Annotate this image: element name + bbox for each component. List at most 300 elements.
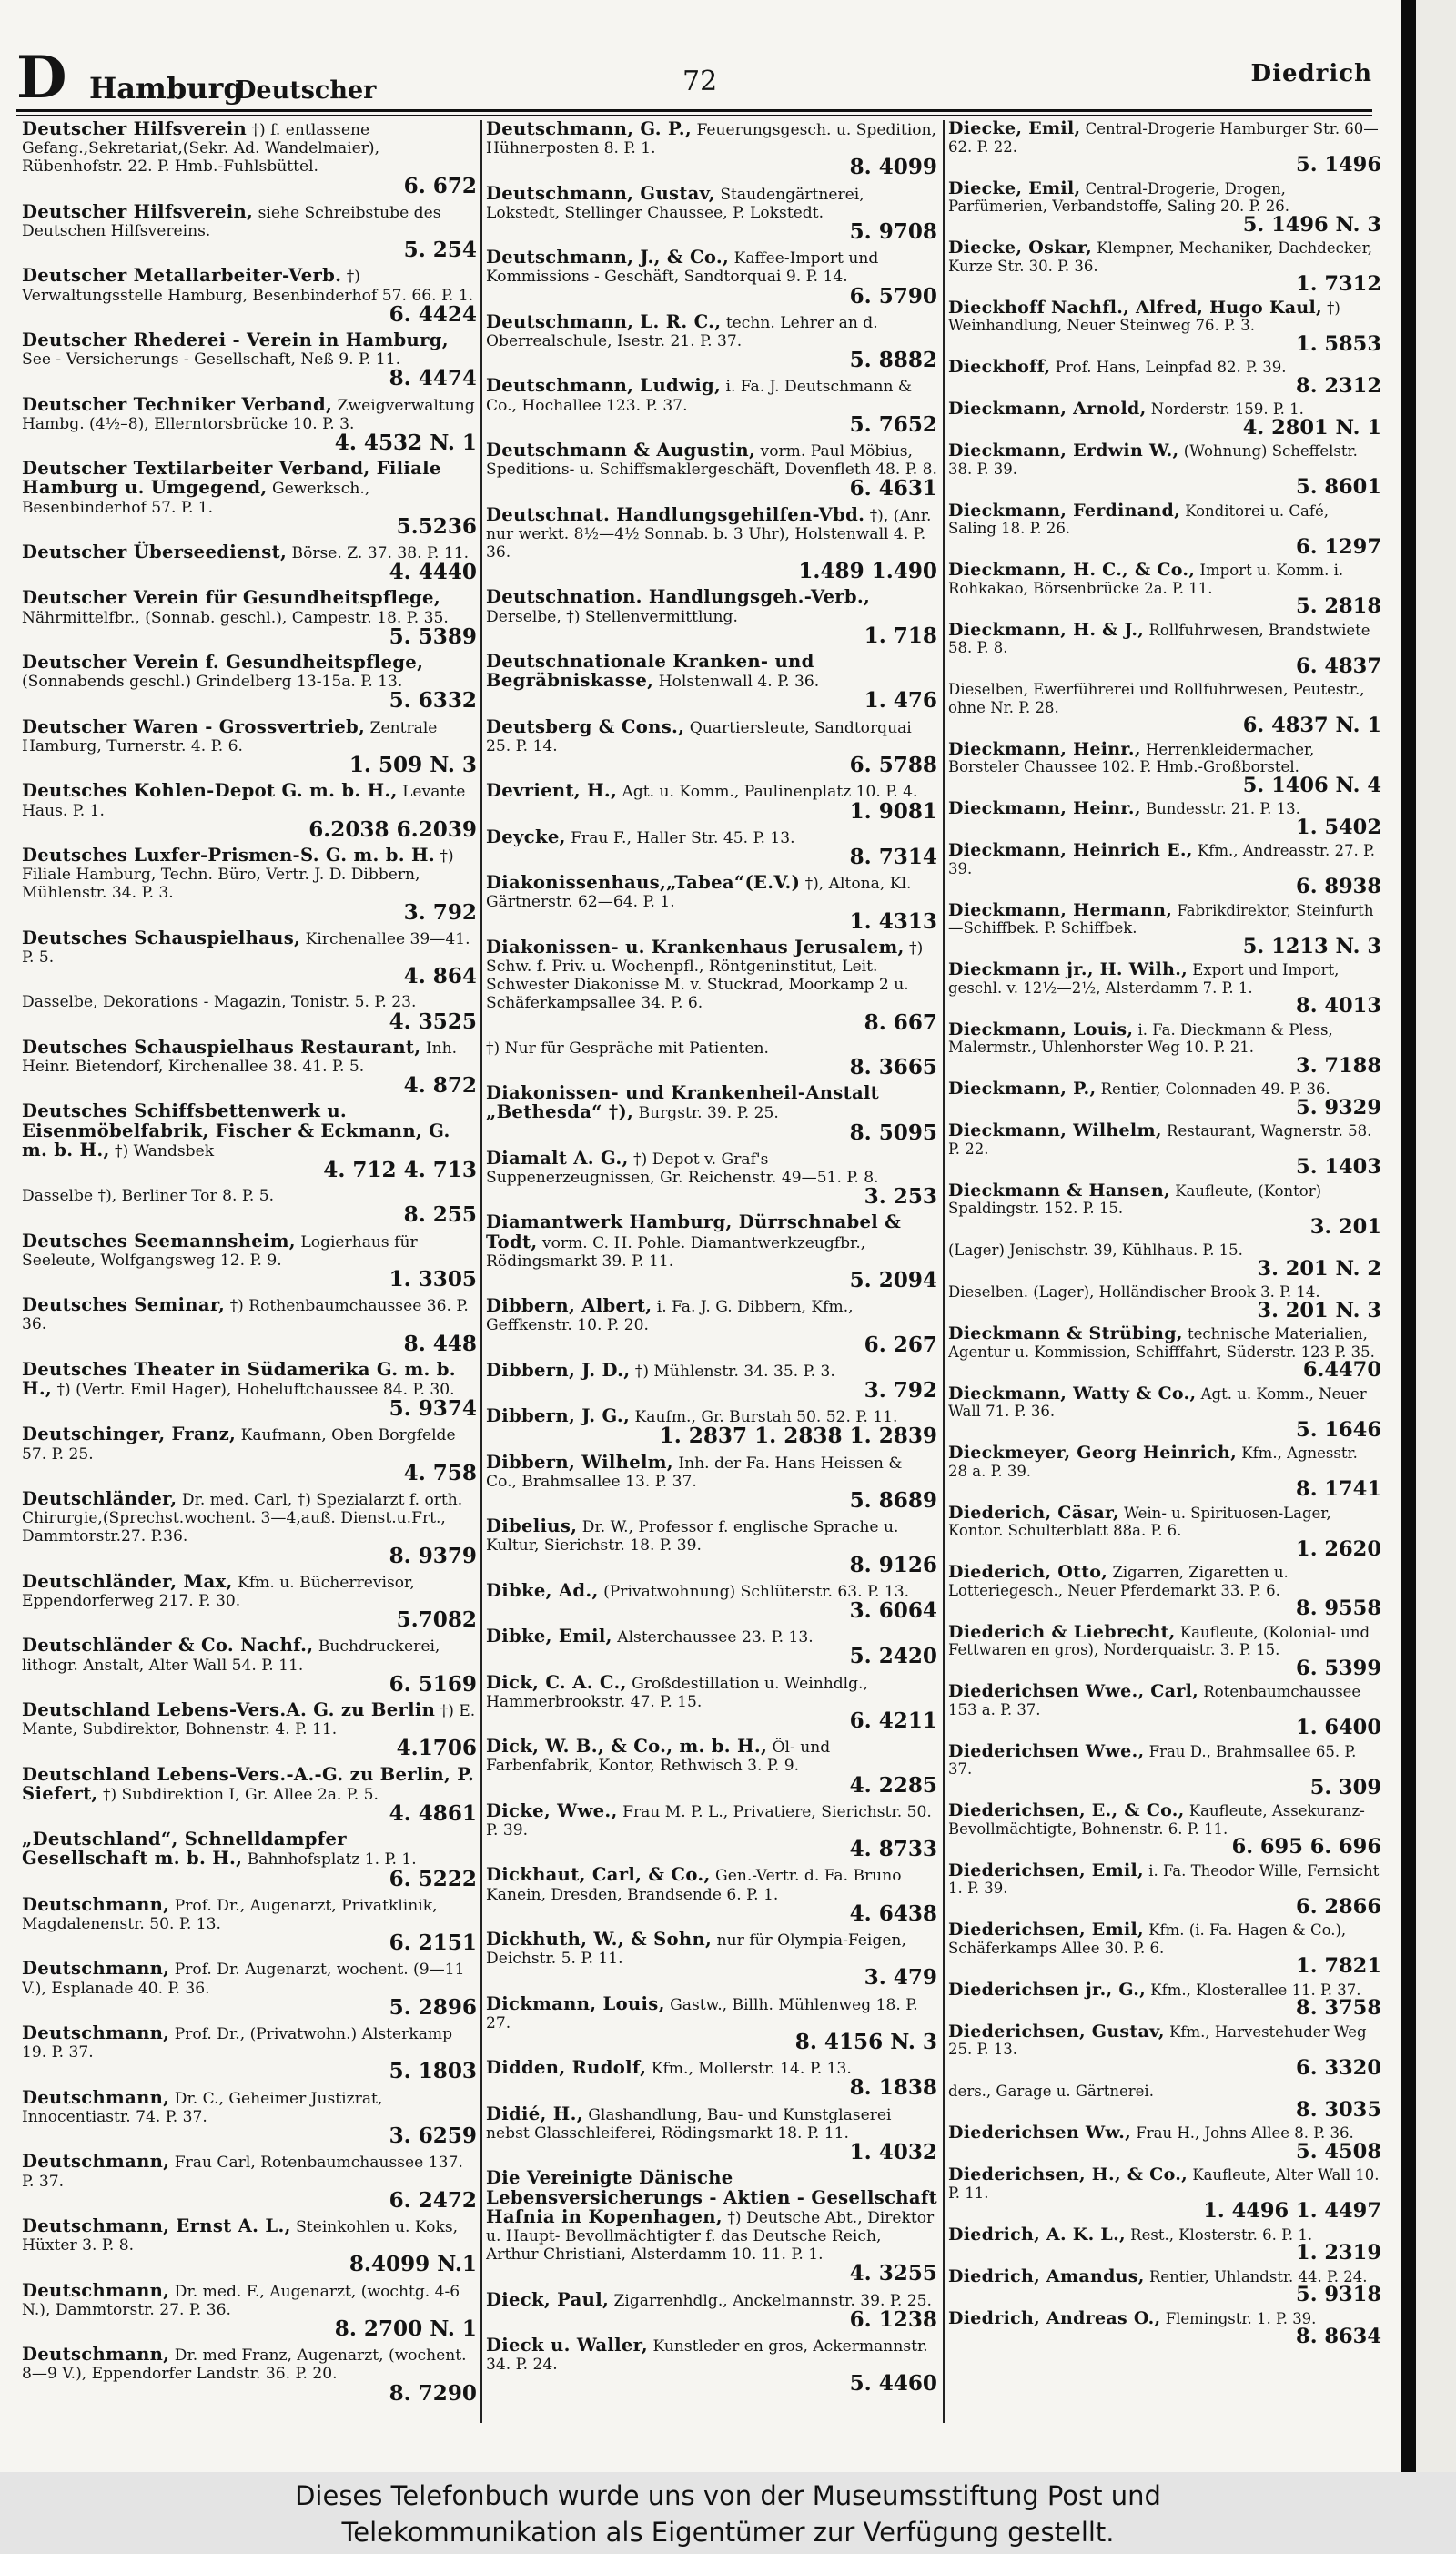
entry-name: Dibke, Emil, bbox=[486, 1626, 612, 1647]
entry-details: Frau M. P. L., Privatiere, Sierichstr. 50. P. 39. bbox=[486, 1802, 932, 1840]
directory-entry bbox=[948, 1182, 1381, 1238]
entry-details: Kfm., Klosterallee 11. P. 37. bbox=[1150, 1981, 1361, 1999]
entry-phone-number: 6. 4631 bbox=[849, 476, 937, 502]
entry-phone-number: 1. 7821 bbox=[1296, 1954, 1381, 1978]
entry-details: Großdestillation u. Weinhdlg., Hammerbrookstr. 47. P. 15. bbox=[486, 1674, 868, 1711]
directory-entry bbox=[486, 1671, 937, 1734]
entry-name: Deutscher Verein für Gesundheitspflege, bbox=[22, 587, 440, 609]
directory-entry bbox=[486, 938, 937, 1034]
directory-entry bbox=[948, 800, 1381, 837]
entry-name: Deutschmann, bbox=[22, 1893, 170, 1915]
directory-entry bbox=[486, 2059, 937, 2099]
entry-phone-number: 4. 3525 bbox=[389, 1008, 477, 1034]
entry-details: †), Altona, Kl. Gärtnerstr. 62—64. P. 1. bbox=[486, 875, 912, 912]
directory-entry bbox=[948, 2307, 1381, 2348]
entry-name: Deutscher Textilarbeiter Verband, Filiale Hamburg u. Umgegend, bbox=[22, 458, 441, 499]
entry-name: Deutschmann & Augustin, bbox=[486, 440, 756, 461]
entry-details: Rotenbaumchaussee 153 a. P. 37. bbox=[948, 1683, 1361, 1718]
directory-entry bbox=[22, 1296, 477, 1355]
entry-details: Levante Haus. P. 1. bbox=[22, 783, 466, 820]
directory-entry bbox=[22, 1187, 477, 1226]
entry-phone-number: 8. 4156 N. 3 bbox=[794, 2030, 937, 2055]
entry-phone-number: 5. 5389 bbox=[389, 623, 477, 649]
entry-details: Bahnhofsplatz 1. P. 1. bbox=[247, 1850, 417, 1870]
entry-phone-number: 6. 1238 bbox=[849, 2306, 937, 2332]
entry-phone-number: 3. 201 N. 3 bbox=[1257, 1298, 1381, 1323]
entry-details: Central-Drogerie Hamburger Str. 60—62. P. 22. bbox=[948, 120, 1379, 156]
entry-details: Frau D., Brahmsallee 65. P. 37. bbox=[948, 1742, 1357, 1778]
entry-name: Didié, H., bbox=[486, 2103, 583, 2124]
entry-phone-number: 6. 2866 bbox=[1296, 1894, 1381, 1919]
directory-entry bbox=[22, 1570, 477, 1633]
entry-phone-number: 8. 2312 bbox=[1296, 373, 1381, 398]
entry-details: Zigarren, Zigaretten u. Lotteriegesch., Neuer Pferdemarkt 33. P. 6. bbox=[948, 1564, 1289, 1599]
entry-phone-number: 8. 3758 bbox=[1296, 1996, 1381, 2020]
entry-phone-number: 1. 4032 bbox=[849, 2140, 937, 2165]
entry-details: †), (Anr. nur werkt. 8½—4½ Sonnab. b. 3 Uhr), Holstenwall 4. P. 36. bbox=[486, 506, 932, 562]
entry-phone-number: 5. 9329 bbox=[1296, 1095, 1381, 1120]
entry-name: Diederichsen Wwe., bbox=[948, 1740, 1145, 1761]
entry-name: Diederich, Cäsar, bbox=[948, 1502, 1119, 1523]
entry-phone-number: 6. 267 bbox=[864, 1332, 937, 1357]
footer-line-2: Telekommunikation als Eigentümer zur Verfügung gestellt. bbox=[341, 2517, 1115, 2548]
directory-entry bbox=[948, 1242, 1381, 1279]
entry-phone-number: 4. 6438 bbox=[849, 1900, 937, 1926]
entry-phone-number: 1. 5853 bbox=[1296, 331, 1381, 356]
entry-name: Dickhaut, Carl, & Co., bbox=[486, 1864, 711, 1886]
entry-phone-number: 5. 2818 bbox=[1296, 594, 1381, 618]
entry-phone-number: 8. 9379 bbox=[389, 1543, 477, 1568]
directory-entry bbox=[22, 1701, 477, 1760]
directory-entry bbox=[22, 2024, 477, 2083]
directory-entry bbox=[948, 681, 1381, 736]
directory-entry bbox=[948, 299, 1381, 355]
entry-details: †) Weinhandlung, Neuer Steinweg 76. P. 3. bbox=[948, 299, 1340, 334]
entry-phone-number: 4. 8733 bbox=[849, 1837, 937, 1862]
directory-entry bbox=[22, 1425, 477, 1485]
entry-phone-number: 8. 3665 bbox=[849, 1054, 937, 1079]
directory-entry bbox=[486, 120, 937, 179]
directory-entry bbox=[22, 1893, 477, 1956]
directory-entry bbox=[948, 2023, 1381, 2079]
entry-details: Logierhaus für Seeleute, Wolfgangsweg 12. P. 9. bbox=[22, 1232, 418, 1270]
entry-details: Flemingstr. 1. P. 39. bbox=[1165, 2309, 1317, 2327]
directory-entry bbox=[948, 1740, 1381, 1799]
entry-name: Deutschländer, Max, bbox=[22, 1570, 233, 1592]
entry-name: Diederich & Liebrecht, bbox=[948, 1621, 1176, 1642]
directory-entry bbox=[22, 715, 477, 778]
entry-phone-number: 5. 2094 bbox=[849, 1267, 937, 1292]
directory-entry bbox=[948, 1021, 1381, 1077]
binding-shadow bbox=[1401, 0, 1416, 2472]
column-divider bbox=[480, 120, 482, 2423]
directory-entry bbox=[486, 441, 937, 501]
entry-details: Dieselben, Ewerführerei und Rollfuhrwesen, Peutestr., ohne Nr. P. 28. bbox=[948, 681, 1365, 716]
entry-details: See - Versicherungs - Gesellschaft, Neß 9. P. 11. bbox=[22, 350, 401, 370]
entry-details: Holstenwall 4. P. 36. bbox=[658, 673, 820, 692]
entry-details: Fabrikdirektor, Steinfurth—Schiffbek. P. Schiffbek. bbox=[948, 901, 1374, 937]
directory-entry bbox=[22, 782, 477, 841]
entry-name: Deutscher Hilfsverein bbox=[22, 120, 248, 139]
directory-entry bbox=[948, 1564, 1381, 1619]
entry-name: Dieckmann, Ferdinand, bbox=[948, 500, 1180, 521]
entry-phone-number: 6. 4211 bbox=[849, 1708, 937, 1734]
entry-name: Diedrich, A. K. L., bbox=[948, 2224, 1126, 2245]
entry-phone-number: 3. 792 bbox=[403, 899, 477, 925]
entry-phone-number: 6. 5399 bbox=[1296, 1656, 1381, 1680]
entry-details: Kfm., Harvestehuder Weg 25. P. 13. bbox=[948, 2022, 1367, 2058]
entry-phone-number: 3. 253 bbox=[864, 1184, 937, 1210]
entry-phone-number: 6. 3320 bbox=[1296, 2055, 1381, 2080]
entry-details: Buchdruckerei, lithogr. Anstalt, Alter Wall 54. P. 11. bbox=[22, 1637, 440, 1675]
header-section-end: Diedrich bbox=[1250, 60, 1372, 87]
entry-name: Dieckmann, Louis, bbox=[948, 1019, 1134, 1039]
directory-entry bbox=[486, 1579, 937, 1624]
entry-name: Dieckmann, H. C., & Co., bbox=[948, 560, 1196, 580]
entry-name: Diederich, Otto, bbox=[948, 1562, 1108, 1582]
entry-details: Dr. med. Carl, †) Spezialarzt f. orth. Chirurgie,(Sprechst.wochent. 3—4,auß. Dienst.u.Frt., Dammtorstr.27. P.36. bbox=[22, 1491, 463, 1546]
directory-entry bbox=[22, 1232, 477, 1292]
entry-name: Dieckmann, Watty & Co., bbox=[948, 1383, 1197, 1404]
entry-details: Export und Import, geschl. v. 12½—2½, Alsterdamm 7. P. 1. bbox=[948, 961, 1340, 997]
directory-entry bbox=[948, 2166, 1381, 2222]
entry-name: Diamantwerk Hamburg, Dürrschnabel & Todt, bbox=[486, 1211, 902, 1252]
directory-entry bbox=[22, 2279, 477, 2341]
directory-entry bbox=[486, 182, 937, 245]
directory-entry bbox=[486, 1359, 937, 1403]
directory-entry bbox=[22, 120, 477, 198]
entry-details: Kaffee-Import und Kommissions - Geschäft, Sandtorquai 9. P. 14. bbox=[486, 249, 879, 287]
entry-name: Deutschmann, Ernst A. L., bbox=[22, 2214, 291, 2236]
entry-name: Diederichsen jr., G., bbox=[948, 1979, 1147, 2000]
entry-name: Deutscher Hilfsverein, bbox=[22, 200, 254, 222]
entry-name: Deutsches Kohlen-Depot G. m. b. H., bbox=[22, 780, 398, 802]
entry-details: Inh. Heinr. Bietendorf, Kirchenallee 38. 41. P. 5. bbox=[22, 1039, 458, 1076]
entry-details: siehe Schreibstube des Deutschen Hilfsvereins. bbox=[22, 203, 441, 241]
directory-entry bbox=[22, 846, 477, 924]
entry-name: Dieckmeyer, Georg Heinrich, bbox=[948, 1443, 1237, 1463]
entry-phone-number: 5.5236 bbox=[396, 513, 477, 539]
entry-name: Deutschland Lebens-Vers.A. G. zu Berlin bbox=[22, 1699, 436, 1721]
entry-phone-number: 3. 792 bbox=[864, 1377, 937, 1403]
entry-phone-number: 1.489 1.490 bbox=[798, 559, 937, 584]
directory-entry bbox=[22, 1490, 477, 1567]
entry-details: Kfm., Andreasstr. 27. P. 39. bbox=[948, 842, 1375, 877]
entry-details: i. Fa. J. Deutschmann & Co., Hochallee 123. P. 37. bbox=[486, 378, 913, 415]
entry-name: Deutsches Schauspielhaus, bbox=[22, 927, 301, 948]
entry-phone-number: 6. 1297 bbox=[1296, 534, 1381, 559]
entry-details: †) Deutsche Abt., Direktor u. Haupt- Bevollmächtigter f. das Deutsche Reich, Arthur Christiani, Alsterdamm 10. 11. P. 1. bbox=[486, 2208, 935, 2265]
entry-details: Burgstr. 39. P. 25. bbox=[638, 1104, 779, 1123]
entry-name: Dieckmann, Wilhelm, bbox=[948, 1120, 1162, 1140]
entry-details: Restaurant, Wagnerstr. 58. P. 22. bbox=[948, 1122, 1372, 1158]
entry-details: †) Schw. f. Priv. u. Wochenpfl., Röntgeninstitut, Leit. Schwester Diakonisse M. v. Stuckrad, Moorkamp 2 u. Schäferkampsallee 34. P. 6. bbox=[486, 938, 924, 1013]
entry-name: Deutschmann, bbox=[22, 2086, 170, 2108]
entry-details: nur für Olympia-Feigen, Deichstr. 5. P. 11. bbox=[486, 1931, 906, 1969]
entry-name: Deutsberg & Cons., bbox=[486, 715, 685, 737]
directory-entry bbox=[948, 2226, 1381, 2264]
entry-name: Dieckmann, Hermann, bbox=[948, 899, 1173, 920]
entry-name: Dieckmann, Heinr., bbox=[948, 798, 1141, 818]
entry-phone-number: 5. 4460 bbox=[849, 2371, 937, 2397]
entry-phone-number: 5. 8601 bbox=[1296, 475, 1381, 499]
directory-entry bbox=[486, 1799, 937, 1862]
entry-name: Deutschmann, bbox=[22, 2344, 170, 2366]
entry-details: Import u. Komm. i. Rohkakao, Börsenbrücke 2a. P. 11. bbox=[948, 562, 1344, 597]
entry-name: Deutscher Techniker Verband, bbox=[22, 393, 333, 415]
entry-name: Diedrich, Andreas O., bbox=[948, 2307, 1161, 2328]
directory-entry bbox=[948, 2124, 1381, 2162]
entry-phone-number: 6. 8938 bbox=[1296, 875, 1381, 898]
entry-details: Glashandlung, Bau- und Kunstglaserei nebst Glasschleiferei, Rödingsmarkt 18. P. 11. bbox=[486, 2105, 892, 2143]
entry-name: Dibbern, J. D., bbox=[486, 1359, 631, 1381]
directory-entry bbox=[486, 248, 937, 308]
directory-entry bbox=[948, 1325, 1381, 1381]
entry-phone-number: 1. 476 bbox=[864, 688, 937, 714]
entry-details: Kaufleute, (Kolonial- und Fettwaren en gros), Norderquaistr. 3. P. 15. bbox=[948, 1623, 1370, 1658]
entry-name: Deutschnationale Kranken- und Begräbniskasse, bbox=[486, 651, 814, 692]
entry-name: Dieckmann jr., H. Wilh., bbox=[948, 959, 1188, 979]
footer-line-1: Dieses Telefonbuch wurde uns von der Museumsstiftung Post und bbox=[295, 2480, 1161, 2511]
entry-phone-number: 3. 6064 bbox=[849, 1598, 937, 1624]
entry-details: Bundesstr. 21. P. 13. bbox=[1146, 800, 1300, 817]
column-3 bbox=[948, 120, 1381, 2450]
directory-entry bbox=[22, 993, 477, 1032]
entry-name: Dieckhoff, bbox=[948, 357, 1051, 377]
entry-name: Dieckmann, Arnold, bbox=[948, 399, 1147, 419]
entry-details: Dr. med Franz, Augenarzt, (wochent. 8—9 V.), Eppendorfer Landstr. 36. P. 20. bbox=[22, 2346, 467, 2384]
entry-phone-number: 1. 2319 bbox=[1296, 2241, 1381, 2265]
directory-entry bbox=[22, 1763, 477, 1827]
directory-entry bbox=[486, 1407, 937, 1447]
directory-entry bbox=[486, 2169, 937, 2285]
entry-phone-number: 8.4099 N.1 bbox=[349, 2252, 477, 2277]
entry-name: Deutscher Verein f. Gesundheitspflege, bbox=[22, 652, 424, 674]
entry-phone-number: 4. 758 bbox=[403, 1460, 477, 1485]
directory-entry bbox=[486, 1451, 937, 1513]
directory-entry bbox=[486, 1738, 937, 1797]
entry-details: i. Fa. J. G. Dibbern, Kfm., Geffkenstr. 10. P. 20. bbox=[486, 1298, 854, 1335]
entry-name: Deutsches Seminar, bbox=[22, 1294, 226, 1316]
entry-name: Deycke, bbox=[486, 826, 566, 847]
entry-details: Rest., Klosterstr. 6. P. 1. bbox=[1130, 2225, 1313, 2244]
entry-name: Deutscher Überseedienst, bbox=[22, 542, 288, 563]
entry-name: Deutscher Waren - Grossvertrieb, bbox=[22, 715, 366, 737]
entry-name: Dickhuth, W., & Sohn, bbox=[486, 1929, 713, 1951]
entry-name: Dibelius, bbox=[486, 1515, 578, 1537]
section-letter: D bbox=[16, 44, 67, 112]
entry-phone-number: 1. 9081 bbox=[849, 798, 937, 824]
directory-entry bbox=[486, 828, 937, 868]
entry-name: Die Vereinigte Dänische Lebensversicherungs - Aktien - Gesellschaft Hafnia in Kopenhagen, bbox=[486, 2167, 937, 2227]
entry-name: Deutschmann, bbox=[22, 1958, 170, 1980]
directory-entry bbox=[948, 1621, 1381, 1680]
entry-name: Dicke, Wwe., bbox=[486, 1799, 618, 1821]
directory-entry bbox=[22, 1960, 477, 2019]
entry-name: Dickmann, Louis, bbox=[486, 1992, 665, 2014]
directory-entry bbox=[948, 842, 1381, 897]
entry-phone-number: 3. 7188 bbox=[1296, 1053, 1381, 1078]
entry-name: Deutschnation. Handlungsgeh.-Verb., bbox=[486, 586, 871, 608]
entry-name: Diederichsen Wwe., Carl, bbox=[948, 1681, 1199, 1701]
entry-details: i. Fa. Dieckmann & Pless, Malermstr., Uhlenhorster Weg 10. P. 21. bbox=[948, 1020, 1333, 1056]
directory-entry bbox=[486, 2288, 937, 2332]
entry-details: †) Nur für Gespräche mit Patienten. bbox=[486, 1039, 769, 1058]
directory-entry bbox=[22, 267, 477, 326]
directory-entry bbox=[486, 874, 937, 933]
entry-details: †) E. Mante, Subdirektor, Bohnenstr. 4. P. 11. bbox=[22, 1702, 476, 1739]
entry-name: Deutsches Schauspielhaus Restaurant, bbox=[22, 1036, 421, 1058]
entry-details: Frau Carl, Rotenbaumchaussee 137. P. 37. bbox=[22, 2154, 463, 2191]
entry-name: Deutschmann, Gustav, bbox=[486, 182, 715, 204]
directory-entry bbox=[486, 1992, 937, 2055]
entry-details: Kaufleute, Alter Wall 10. P. 11. bbox=[948, 2166, 1380, 2202]
entry-phone-number: 5. 1496 N. 3 bbox=[1242, 212, 1381, 237]
entry-name: Deutschmann, bbox=[22, 2022, 170, 2044]
entry-phone-number: 5. 1646 bbox=[1296, 1417, 1381, 1442]
entry-phone-number: 6. 5222 bbox=[389, 1866, 477, 1891]
directory-entry bbox=[948, 1283, 1381, 1321]
entry-phone-number: 6. 695 6. 696 bbox=[1231, 1835, 1381, 1859]
entry-details: Dr. C., Geheimer Justizrat, Innocentiastr. 74. P. 37. bbox=[22, 2089, 383, 2126]
entry-phone-number: 4. 872 bbox=[403, 1073, 477, 1099]
entry-details: Nährmittelfbr., (Sonnab. geschl.), Campestr. 18. P. 35. bbox=[22, 608, 449, 627]
directory-entry bbox=[948, 1921, 1381, 1977]
entry-details: (Lager) Jenischstr. 39, Kühlhaus. P. 15. bbox=[948, 1242, 1243, 1259]
page-number: 72 bbox=[682, 66, 718, 97]
entry-details: Frau H., Johns Allee 8. P. 36. bbox=[1136, 2124, 1354, 2142]
directory-entry bbox=[948, 442, 1381, 498]
entry-phone-number: 6. 5790 bbox=[849, 283, 937, 309]
entry-phone-number: 8. 4099 bbox=[849, 155, 937, 180]
entry-phone-number: 6. 4424 bbox=[389, 301, 477, 327]
directory-entry bbox=[486, 1297, 937, 1356]
entry-phone-number: 8. 5095 bbox=[849, 1120, 937, 1145]
entry-name: Deutschmann, G. P., bbox=[486, 120, 693, 139]
entry-details: †) Filiale Hamburg, Techn. Büro, Vertr. J. D. Dibbern, Mühlenstr. 34. P. 3. bbox=[22, 846, 454, 903]
header-rule-thin bbox=[16, 115, 1372, 116]
entry-phone-number: 6. 672 bbox=[403, 173, 477, 198]
directory-entry bbox=[948, 562, 1381, 617]
directory-entry bbox=[486, 1517, 937, 1576]
entry-details: Gastw., Billh. Mühlenweg 18. P. 27. bbox=[486, 1995, 918, 2032]
directory-entry bbox=[22, 393, 477, 456]
entry-details: vorm. Paul Möbius, Speditions- u. Schiffsmaklergeschäft, Dovenfleth 48. P. 8. bbox=[486, 442, 937, 480]
directory-entry bbox=[486, 1866, 937, 1925]
directory-entry bbox=[22, 460, 477, 538]
entry-details: techn. Lehrer an d. Oberrealschule, Isestr. 21. P. 37. bbox=[486, 313, 878, 351]
entry-phone-number: 5. 1406 N. 4 bbox=[1242, 773, 1381, 797]
entry-name: Diamalt A. G., bbox=[486, 1147, 629, 1169]
entry-details: Dasselbe, Dekorations - Magazin, Tonistr. 5. P. 23. bbox=[22, 993, 417, 1012]
entry-details: technische Materialien, Agentur u. Kommission, Schifffahrt, Süderstr. 123 P. 35. bbox=[948, 1325, 1375, 1361]
entry-details: Agt. u. Komm., Neuer Wall 71. P. 36. bbox=[948, 1384, 1367, 1420]
header-section-start: Deutscher bbox=[235, 76, 377, 105]
entry-details: †) Depot v. Graf's Suppenerzeugnissen, Gr. Reichenstr. 49—51. P. 8. bbox=[486, 1150, 879, 1187]
entry-phone-number: 1. 7312 bbox=[1296, 272, 1381, 296]
entry-phone-number: 8. 9126 bbox=[849, 1552, 937, 1577]
entry-name: Diakonissen- und Krankenheil-Anstalt „Bethesda“ †), bbox=[486, 1082, 880, 1123]
entry-phone-number: 5. 7652 bbox=[849, 411, 937, 437]
entry-phone-number: 5. 9374 bbox=[389, 1396, 477, 1422]
directory-entry bbox=[22, 1358, 477, 1422]
entry-phone-number: 8. 7314 bbox=[849, 844, 937, 869]
entry-details: †) Mühlenstr. 34. 35. P. 3. bbox=[634, 1362, 835, 1381]
entry-phone-number: 8. 2700 N. 1 bbox=[334, 2316, 477, 2341]
entry-name: Dieckhoff Nachfl., Alfred, Hugo Kaul, bbox=[948, 297, 1322, 318]
entry-name: Deutschmann, Ludwig, bbox=[486, 375, 722, 397]
entry-name: Dick, C. A. C., bbox=[486, 1671, 627, 1693]
directory-entry bbox=[948, 1862, 1381, 1918]
entry-details: Zigarrenhdlg., Anckelmannstr. 39. P. 25. bbox=[613, 2291, 932, 2310]
entry-details: Feuerungsgesch. u. Spedition, Hühnerposten 8. P. 1. bbox=[486, 121, 936, 158]
entry-details: Zentrale Hamburg, Turnerstr. 4. P. 6. bbox=[22, 718, 438, 755]
entry-phone-number: 6.2038 6.2039 bbox=[308, 816, 477, 842]
entry-details: (Wohnung) Scheffelstr. 38. P. 39. bbox=[948, 442, 1358, 478]
directory-entry bbox=[948, 961, 1381, 1017]
entry-details: Rentier, Uhlandstr. 44. P. 24. bbox=[1148, 2267, 1368, 2285]
directory-entry bbox=[948, 359, 1381, 396]
entry-phone-number: 1. 509 N. 3 bbox=[349, 753, 477, 778]
entry-phone-number: 5. 4508 bbox=[1296, 2139, 1381, 2164]
directory-entry bbox=[486, 653, 937, 713]
entry-details: Derselbe, †) Stellenvermittlung. bbox=[486, 607, 738, 626]
directory-entry bbox=[486, 503, 937, 584]
entry-name: Dieck u. Waller, bbox=[486, 2334, 648, 2356]
entry-phone-number: 5. 2896 bbox=[389, 1994, 477, 2020]
directory-entry bbox=[948, 1502, 1381, 1561]
entry-phone-number: 3. 479 bbox=[864, 1965, 937, 1991]
directory-entry bbox=[948, 1444, 1381, 1500]
entry-details: Prof. Dr., Augenarzt, Privatklinik, Magdalenenstr. 50. P. 13. bbox=[22, 1896, 438, 1934]
entry-details: †) Subdirektion I, Gr. Allee 2a. P. 5. bbox=[103, 1785, 379, 1804]
entry-details: Konditorei u. Café, Saling 18. P. 26. bbox=[948, 502, 1329, 537]
entry-phone-number: 8. 667 bbox=[864, 1009, 937, 1035]
entry-phone-number: 6. 4837 N. 1 bbox=[1242, 714, 1381, 737]
entry-details: Staudengärtnerei, Lokstedt, Stellinger Chaussee, P. Lokstedt. bbox=[486, 185, 864, 222]
directory-entry bbox=[22, 2086, 477, 2149]
directory-entry bbox=[948, 177, 1381, 237]
directory-entry bbox=[948, 2083, 1381, 2120]
entry-details: †) f. entlassene Gefang.,Sekretariat,(Sekr. Ad. Wandelmaier), Rübenhofstr. 22. P. Hmb.-Fuhlsbüttel. bbox=[22, 121, 380, 177]
entry-phone-number: 4. 4532 N. 1 bbox=[334, 431, 477, 456]
directory-entry bbox=[948, 738, 1381, 797]
entry-details: Kirchenallee 39—41. P. 5. bbox=[22, 929, 470, 967]
directory-entry bbox=[948, 120, 1381, 176]
entry-name: Deutschmann, bbox=[22, 2151, 170, 2173]
directory-entry bbox=[22, 654, 477, 713]
entry-phone-number: 3. 201 N. 2 bbox=[1257, 1256, 1381, 1281]
entry-details: i. Fa. Theodor Wille, Fernsicht 1. P. 39. bbox=[948, 1861, 1380, 1897]
entry-phone-number: 8. 1741 bbox=[1296, 1477, 1381, 1501]
entry-name: Diakonissen- u. Krankenhaus Jerusalem, bbox=[486, 936, 905, 958]
entry-details: Wein- u. Spirituosen-Lager, Kontor. Schulterblatt 88a. P. 6. bbox=[948, 1504, 1331, 1539]
directory-entry bbox=[22, 2214, 477, 2277]
entry-name: Deutschländer & Co. Nachf., bbox=[22, 1635, 314, 1657]
directory-entry bbox=[22, 1102, 477, 1181]
entry-name: Diederichsen Ww., bbox=[948, 2123, 1132, 2143]
entry-phone-number: 1. 718 bbox=[864, 623, 937, 648]
directory-entry bbox=[486, 1931, 937, 1990]
directory-entry bbox=[486, 1213, 937, 1292]
directory-entry bbox=[948, 400, 1381, 438]
directory-entry bbox=[486, 2336, 937, 2396]
entry-name: Dieckmann, P., bbox=[948, 1079, 1097, 1099]
entry-details: Kaufmann, Oben Borgfelde 57. P. 25. bbox=[22, 1426, 456, 1464]
entry-details: Herrenkleidermacher, Borsteler Chaussee 102. P. Hmb.-Großborstel. bbox=[948, 740, 1315, 775]
entry-phone-number: 5. 6332 bbox=[389, 688, 477, 714]
directory-entry bbox=[948, 502, 1381, 558]
